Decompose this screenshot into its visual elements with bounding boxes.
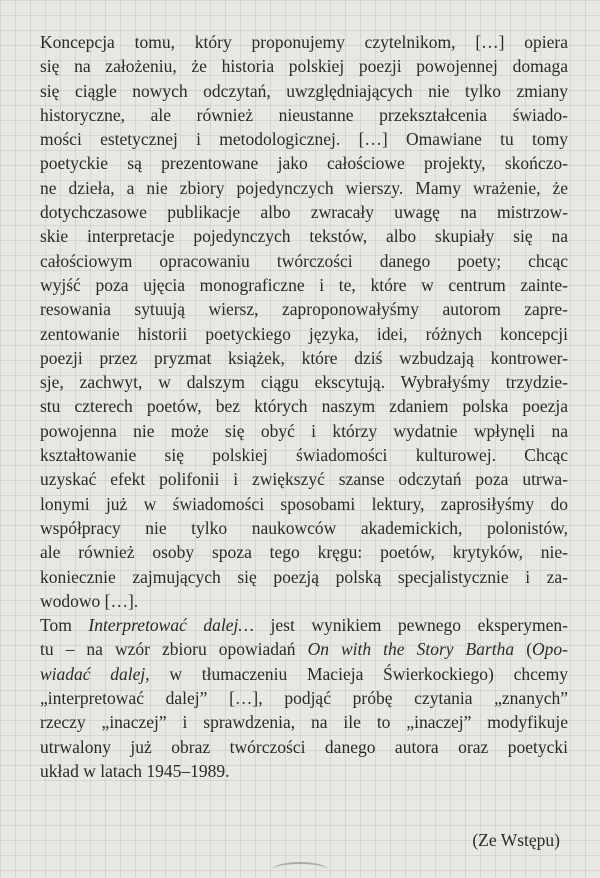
- text-line: ne dzieła, a nie zbiory pojedynczych wierszy. Mamy wrażenie, że: [40, 177, 568, 198]
- text-line: całościowym opracowaniu twórczości danego poety; chcąc: [40, 250, 568, 271]
- book-title-italic: Interpretować dalej…: [88, 615, 254, 636]
- text-line: sje, zachwyt, w dalszym ciągu ekscytują. Wybrałyśmy trzydzie-: [40, 372, 568, 393]
- text-line: ale również osoby spoza tego kręgu: poetów, krytyków, nie-: [40, 542, 568, 563]
- blurb-text: [40, 30, 568, 783]
- text-line: [40, 662, 568, 686]
- source-attribution: (Ze Wstępu): [472, 830, 560, 850]
- text-line: wodowo […].: [40, 590, 139, 611]
- book-title-italic: On with the Story Bartha: [307, 639, 515, 660]
- text-line: poezji przez pryzmat książek, które dziś wzbudzają kontrower-: [40, 347, 568, 368]
- text-line: się na założeniu, że historia polskiej poezji powojennej domaga: [40, 56, 568, 77]
- text-line: wyjść poza ujęcia monograficzne i te, które w centrum zainte-: [40, 274, 568, 295]
- book-title-italic: wiadać dalej: [40, 663, 146, 684]
- text-segment: jest wynikiem pewnego eksperymen-: [253, 615, 568, 636]
- text-line: zentowanie historii poetyckiego języka, idei, różnych koncepcji: [40, 323, 568, 344]
- text-line: lonymi już w świadomości sposobami lektury, zaprosiłyśmy do: [40, 493, 568, 514]
- text-line: kształtowanie się polskiej świadomości kulturowej. Chcąc: [40, 445, 568, 466]
- text-line: stu czterech poetów, bez których naszym zdaniem polska poezja: [40, 396, 568, 417]
- text-line: utrwalony już obraz twórczości danego autora oraz poetycki: [40, 736, 568, 757]
- text-line: poetyckie są prezentowane jako całościowe projekty, skończo-: [40, 153, 568, 174]
- text-line: powojenna nie może się obyć i którzy wydatnie wpłynęli na: [40, 420, 568, 441]
- text-segment: Tom: [40, 615, 89, 636]
- text-line: skie interpretacje pojedynczych tekstów, albo skupiały się na: [40, 226, 568, 247]
- text-line: „interpretować dalej” […], podjąć próbę czytania „znanych”: [40, 688, 568, 709]
- text-line: uzyskać efekt polifonii i zwiększyć szanse odczytań poza utrwa-: [40, 469, 568, 490]
- text-segment: , w tłumaczeniu Macieja Świerkockiego) chcemy: [145, 663, 568, 684]
- text-line: historyczne, ale również nieustanne przekształcenia świado-: [40, 104, 568, 125]
- text-segment: tu – na wzór zbioru opowiadań: [40, 639, 308, 660]
- text-line: dotychczasowe publikacje albo zwracały uwagę na mistrzow-: [40, 202, 568, 223]
- text-line: [40, 637, 568, 661]
- text-segment: (: [514, 639, 533, 660]
- book-title-italic: Opo-: [532, 639, 568, 660]
- text-line: układ w latach 1945–1989.: [40, 760, 230, 781]
- text-line: resowania sytuują wiersz, zaproponowałyśmy autorom zapre-: [40, 299, 568, 320]
- text-line: rzeczy „inaczej” i sprawdzenia, na ile to „inaczej” modyfikuje: [40, 712, 568, 733]
- publisher-stamp-mark: [272, 862, 328, 878]
- text-line: współpracy nie tylko naukowców akademickich, polonistów,: [40, 517, 568, 538]
- text-line: mości estetycznej i metodologicznej. […] Omawiane tu tomy: [40, 129, 568, 150]
- text-line: [40, 613, 568, 637]
- text-line: Koncepcja tomu, który proponujemy czytelnikom, […] opiera: [40, 32, 568, 52]
- text-line: się ciągle nowych odczytań, uwzględniających nie tylko zmiany: [40, 80, 568, 101]
- text-line: koniecznie zajmujących się poezją polską specjalistycznie i za-: [40, 566, 568, 587]
